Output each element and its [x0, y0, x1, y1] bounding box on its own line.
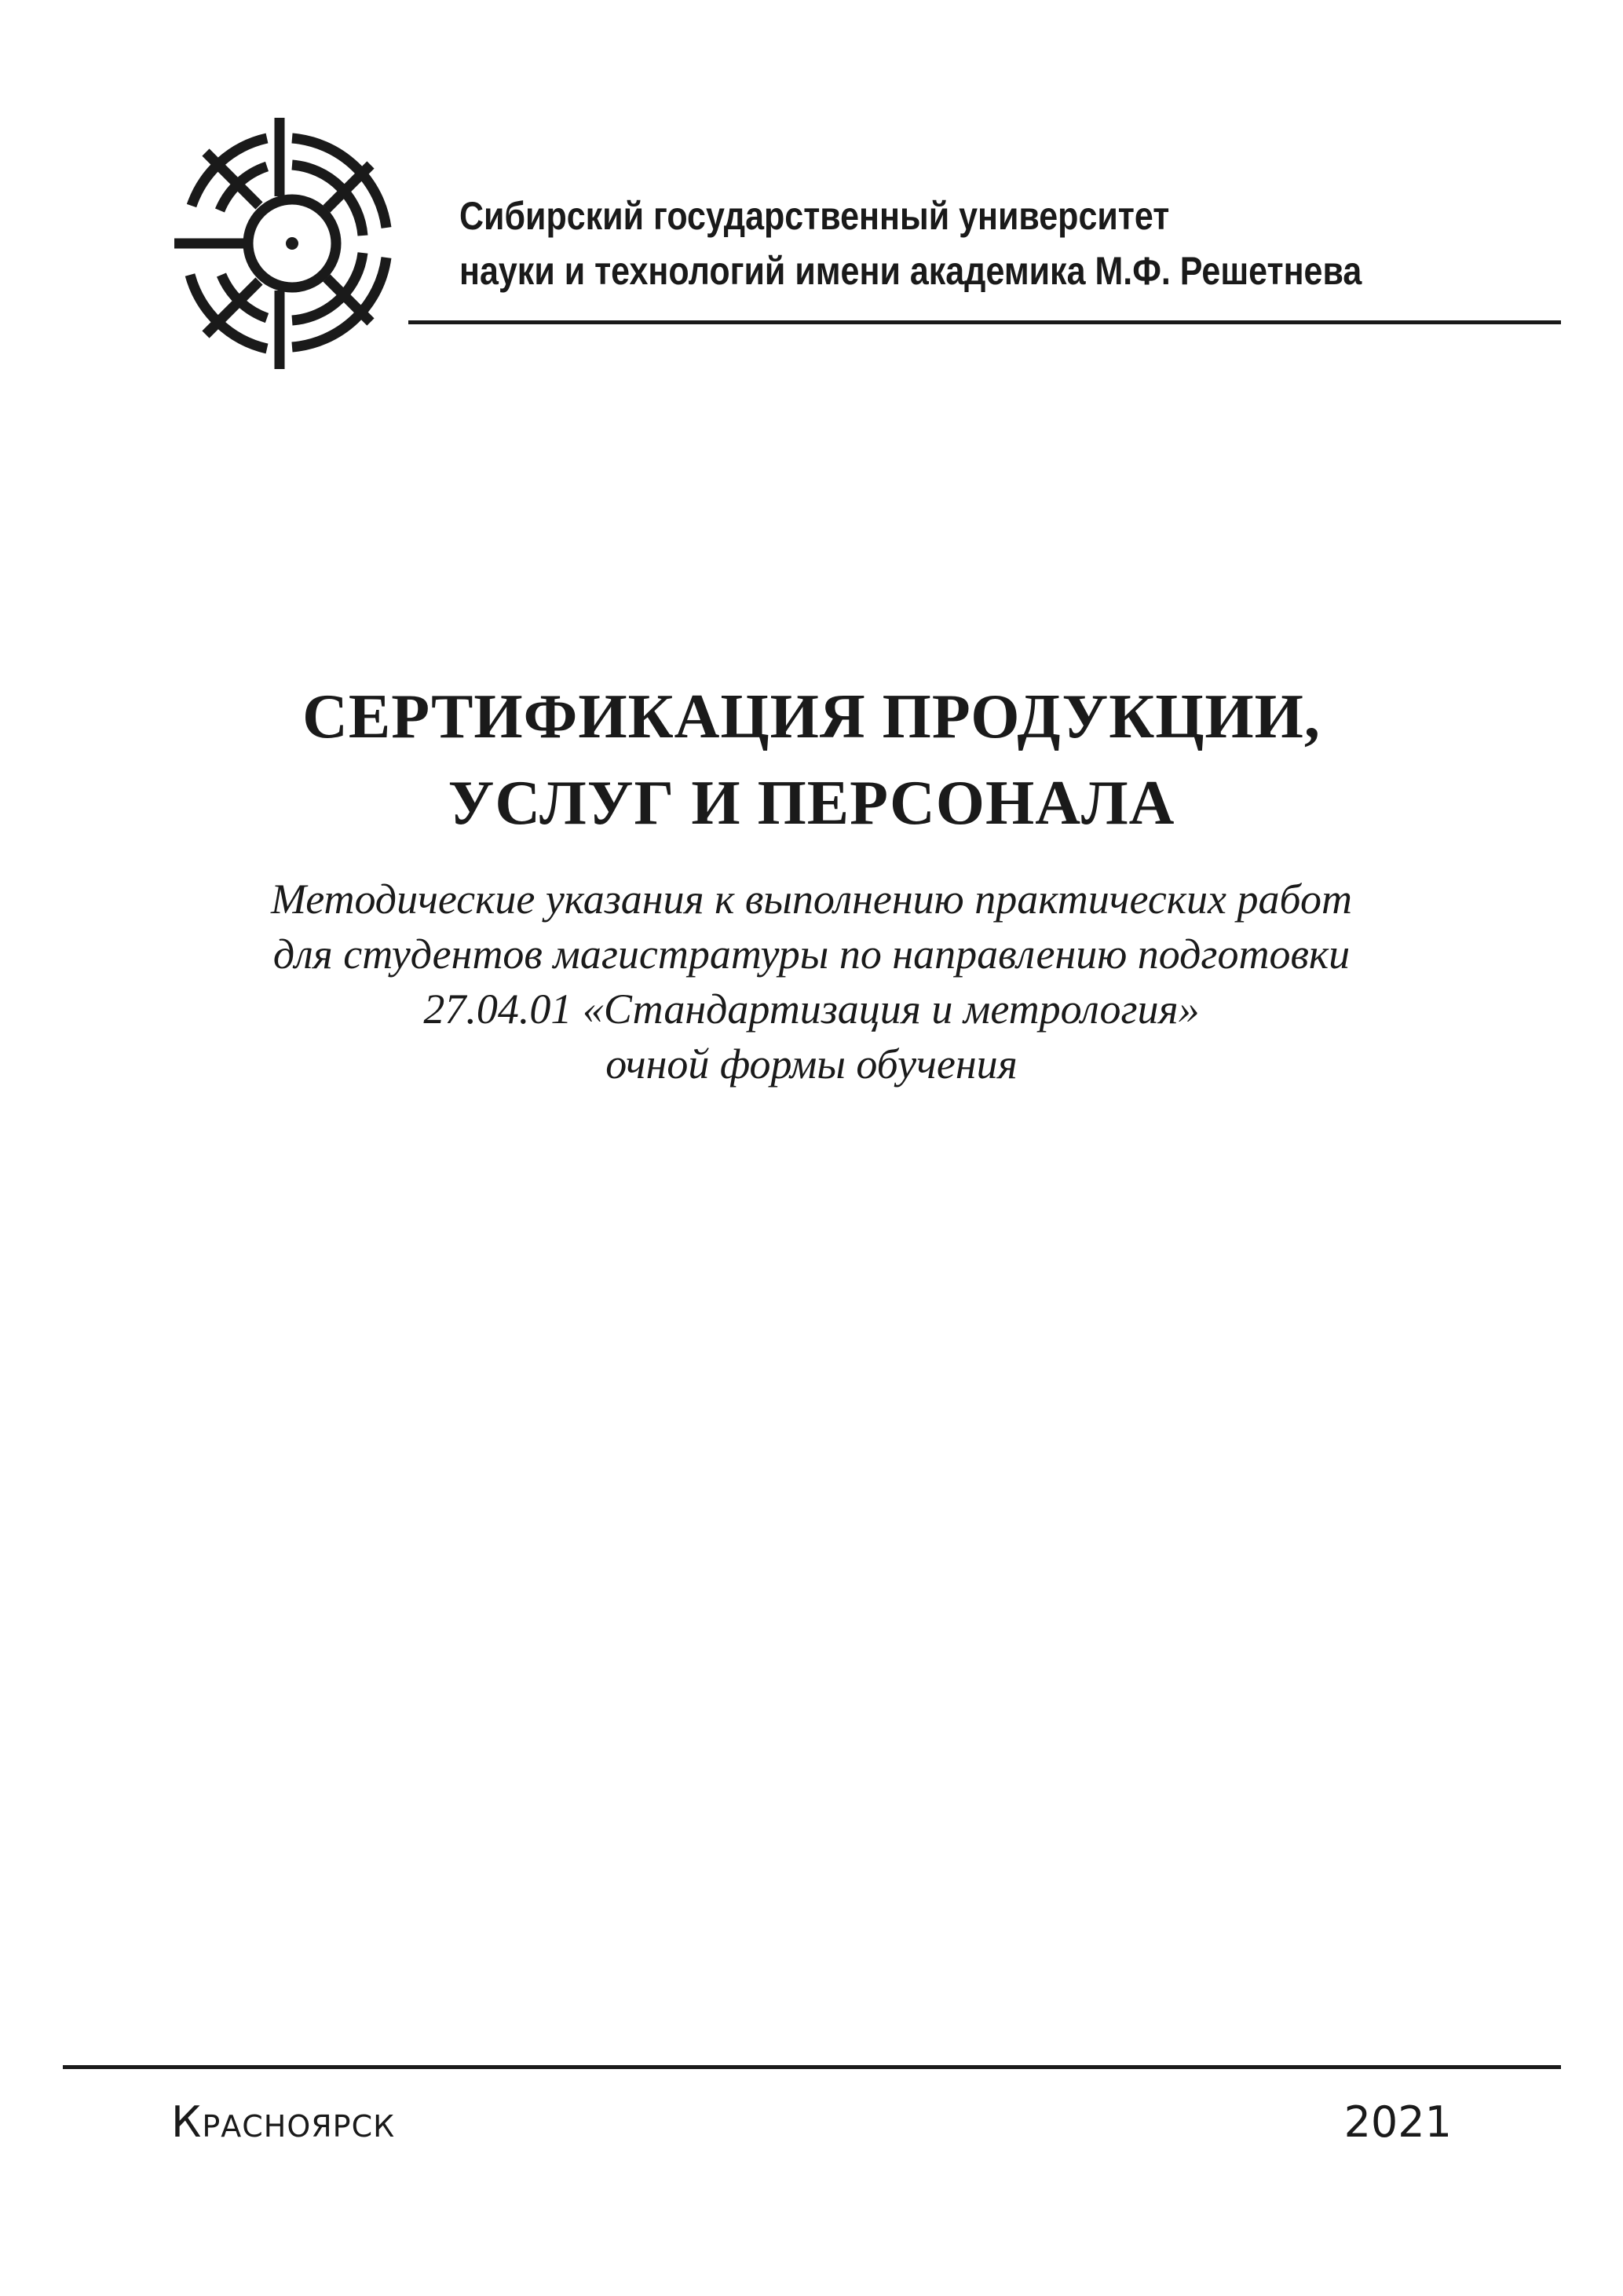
university-name-line-1: Сибирский государственный университет: [459, 194, 1170, 238]
document-subtitle-line-2: для студентов магистратуры по направлению подготовки: [272, 930, 1351, 978]
footer-divider: [63, 2065, 1561, 2069]
university-emblem-icon: [174, 118, 402, 369]
university-name: [459, 188, 1405, 298]
publication-year: 2021: [1343, 2097, 1452, 2147]
document-subtitle-line-4: очной формы обучения: [605, 1040, 1018, 1088]
document-title: [0, 674, 1623, 846]
document-title-line-1: СЕРТИФИКАЦИЯ ПРОДУКЦИИ,: [302, 682, 1321, 751]
publication-city: Красноярск: [171, 2097, 396, 2147]
document-subtitle: [0, 872, 1623, 1091]
document-subtitle-line-1: Методические указания к выполнению практических работ: [271, 876, 1352, 923]
document-subtitle-line-3: 27.04.01 «Стандартизация и метрология»: [423, 985, 1200, 1033]
document-title-line-2: УСЛУГ И ПЕРСОНАЛА: [448, 769, 1175, 838]
header-divider: [408, 320, 1561, 324]
university-name-line-2: науки и технологий имени академика М.Ф. Решетнева: [459, 249, 1362, 293]
